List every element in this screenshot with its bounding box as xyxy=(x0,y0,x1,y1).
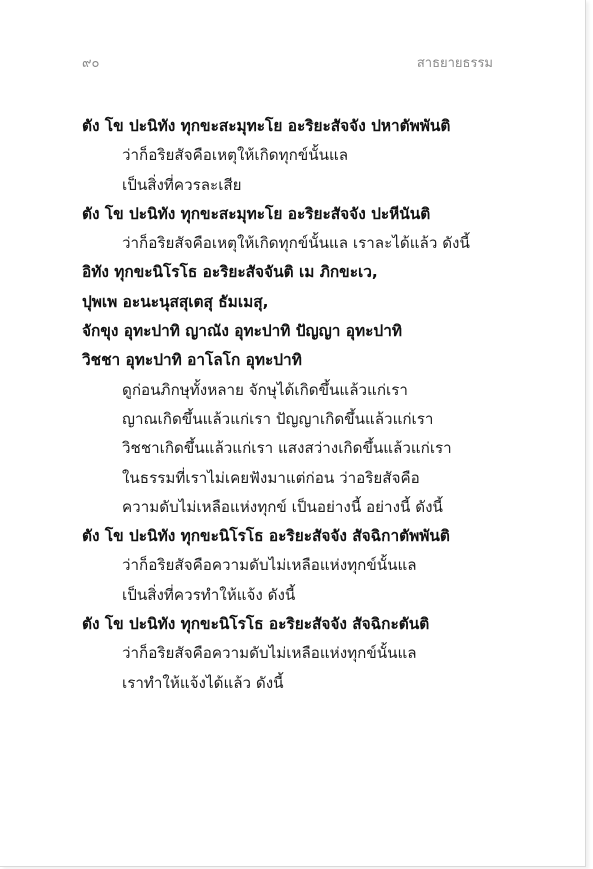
pali-line: ตัง โข ปะนิทัง ทุกขะสะมุทะโย อะริยะสัจจัง ปหาตัพพันติ xyxy=(82,117,451,135)
thai-translation-line: ว่าก็อริยสัจคือเหตุให้เกิดทุกข์นั้นแล xyxy=(122,146,349,165)
pali-line: ตัง โข ปะนิทัง ทุกขะนิโรโธ อะริยะสัจจัง สัจฉิกะตันติ xyxy=(82,615,430,634)
pali-line: จักขุง อุทะปาทิ ญาณัง อุทะปาทิ ปัญญา อุทะปาทิ xyxy=(82,322,402,341)
pali-line: อิทัง ทุกขะนิโรโธ อะริยะสัจจันติ เม ภิกขะเว, xyxy=(82,263,378,282)
chant-text xyxy=(82,112,502,698)
page-number: ๙๐ xyxy=(82,56,100,71)
thai-translation-line: ว่าก็อริยสัจคือความดับไม่เหลือแห่งทุกข์นั้นแล xyxy=(122,644,417,663)
thai-translation-line: ดูก่อนภิกษุทั้งหลาย จักษุได้เกิดขึ้นแล้วแก่เรา xyxy=(122,380,408,399)
pali-line: ตัง โข ปะนิทัง ทุกขะนิโรโธ อะริยะสัจจัง สัจฉิกาตัพพันติ xyxy=(82,527,450,546)
thai-translation-line: เป็นสิ่งที่ควรทำให้แจ้ง ดังนี้ xyxy=(122,585,296,604)
pali-line: วิชชา อุทะปาทิ อาโลโก อุทะปาทิ xyxy=(82,351,302,370)
thai-translation-line: เป็นสิ่งที่ควรละเสีย xyxy=(122,175,242,194)
thai-translation-line: ญาณเกิดขึ้นแล้วแก่เรา ปัญญาเกิดขึ้นแล้วแก่เรา xyxy=(122,409,434,428)
pali-line: ปุพเพ อะนะนุสสุเตสุ ธัมเมสุ, xyxy=(82,292,269,311)
thai-translation-line: ในธรรมที่เราไม่เคยฟังมาแต่ก่อน ว่าอริยสัจคือ xyxy=(122,468,420,487)
pali-line: ตัง โข ปะนิทัง ทุกขะสะมุทะโย อะริยะสัจจัง ปะหีนันติ xyxy=(82,204,431,223)
thai-translation-line: ว่าก็อริยสัจคือเหตุให้เกิดทุกข์นั้นแล เราละได้แล้ว ดังนี้ xyxy=(122,234,470,253)
page-header xyxy=(82,52,493,72)
thai-translation-line: ว่าก็อริยสัจคือความดับไม่เหลือแห่งทุกข์นั้นแล xyxy=(122,556,417,575)
thai-translation-line: วิชชาเกิดขึ้นแล้วแก่เรา แสงสว่างเกิดขึ้นแล้วแก่เรา xyxy=(122,439,452,458)
thai-translation-line: ความดับไม่เหลือแห่งทุกข์ เป็นอย่างนี้ อย่างนี้ ดังนี้ xyxy=(122,497,443,516)
running-title: สาธยายธรรม xyxy=(416,56,493,71)
thai-translation-line: เราทำให้แจ้งได้แล้ว ดังนี้ xyxy=(122,673,284,692)
